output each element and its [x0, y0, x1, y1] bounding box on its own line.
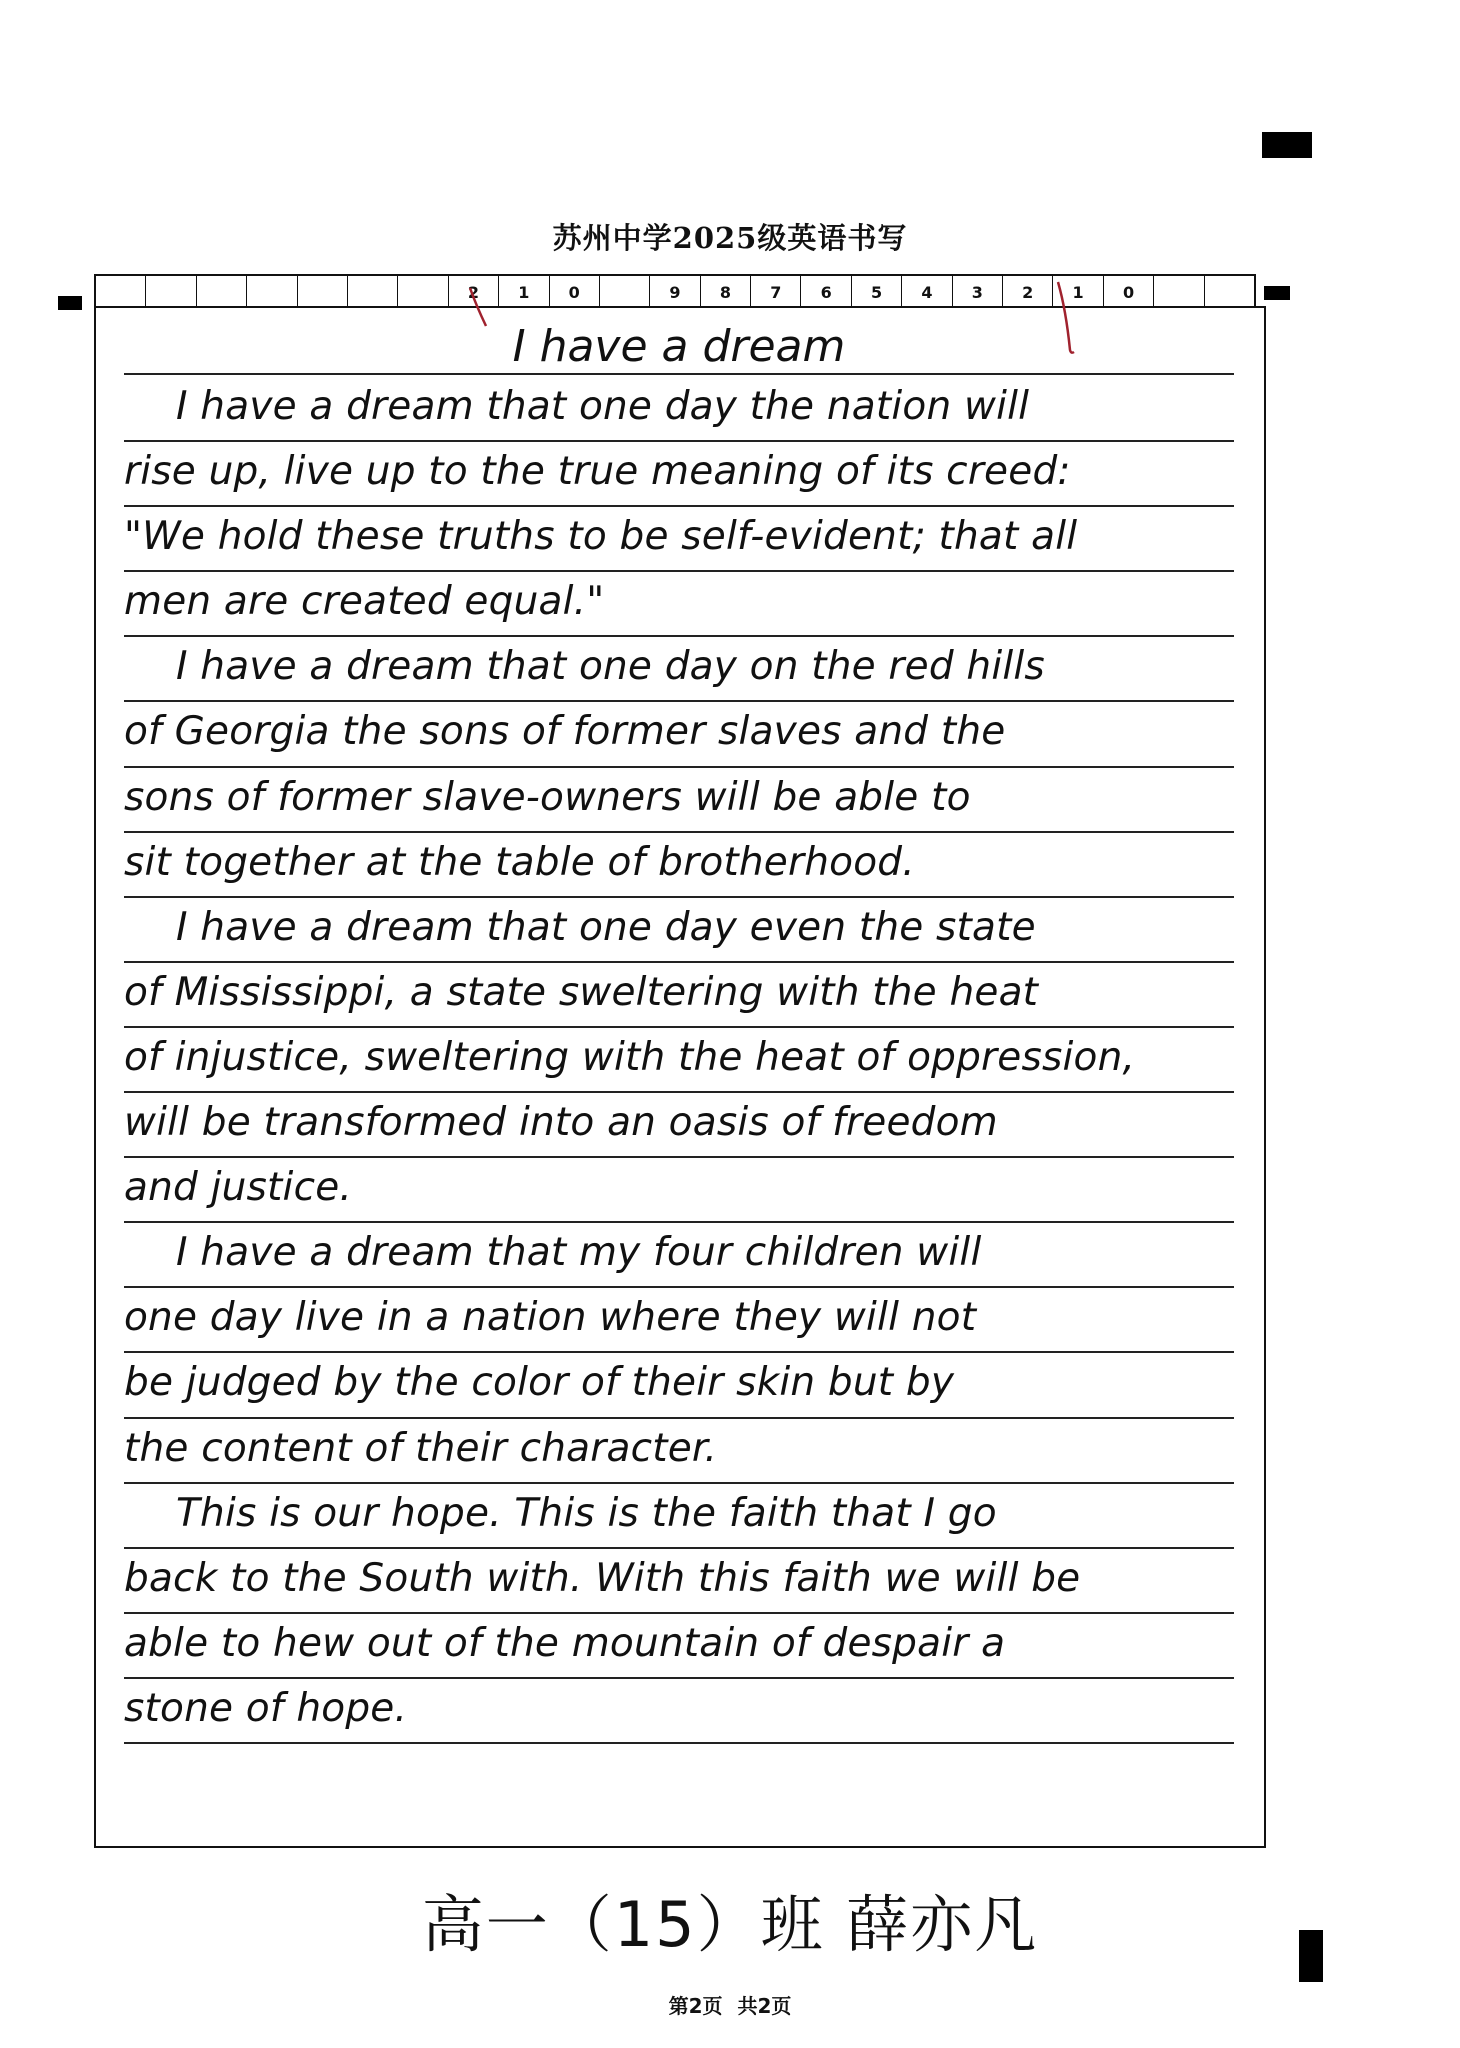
score-cell: 2: [449, 276, 499, 308]
score-cell: 7: [751, 276, 801, 308]
essay-line: of Mississippi, a state sweltering with the heat: [124, 963, 1234, 1028]
score-cell: 1: [499, 276, 549, 308]
score-cell: 0: [1104, 276, 1154, 308]
essay-line: will be transformed into an oasis of freedom: [124, 1093, 1234, 1158]
essay-line: I have a dream that one day on the red hills: [124, 637, 1234, 702]
essay-line: back to the South with. With this faith we will be: [124, 1549, 1234, 1614]
page-total: 共2页: [737, 1994, 792, 2018]
score-cell: 1: [1053, 276, 1103, 308]
essay-line: sons of former slave-owners will be able to: [124, 768, 1234, 833]
page-number: 第2页: [668, 1994, 723, 2018]
student-class-and-name: 高一（15）班 薛亦凡: [421, 1888, 1039, 1961]
essay-line: "We hold these truths to be self-evident; that all: [124, 507, 1234, 572]
essay-body: [124, 377, 1234, 1744]
score-cell: 8: [701, 276, 751, 308]
score-cell: 9: [650, 276, 700, 308]
essay-line: stone of hope.: [124, 1679, 1234, 1744]
grading-mark-icon: [0, 0, 1460, 400]
score-cell: 4: [902, 276, 952, 308]
essay-line: of injustice, sweltering with the heat of oppression,: [124, 1028, 1234, 1093]
essay-line: and justice.: [124, 1158, 1234, 1223]
page-footer: [0, 1990, 1460, 2019]
essay-title: I have a dream: [124, 325, 1234, 375]
essay-line: This is our hope. This is the faith that I go: [124, 1484, 1234, 1549]
score-cell: 3: [953, 276, 1003, 308]
essay-line: I have a dream that one day even the state: [124, 898, 1234, 963]
score-cell: 2: [1003, 276, 1053, 308]
score-cell: 5: [852, 276, 902, 308]
essay-line: be judged by the color of their skin but by: [124, 1353, 1234, 1418]
essay-line: sit together at the table of brotherhood.: [124, 833, 1234, 898]
essay-line: I have a dream that my four children will: [124, 1223, 1234, 1288]
essay-line: I have a dream that one day the nation will: [124, 377, 1234, 442]
essay-line: the content of their character.: [124, 1419, 1234, 1484]
sheet-title: 苏州中学2025级英语书写: [552, 221, 908, 255]
essay-line: of Georgia the sons of former slaves and the: [124, 702, 1234, 767]
score-cell: 0: [550, 276, 600, 308]
essay-line: rise up, live up to the true meaning of its creed:: [124, 442, 1234, 507]
essay-line: men are created equal.": [124, 572, 1234, 637]
essay-line: able to hew out of the mountain of despair a: [124, 1614, 1234, 1679]
essay-line: one day live in a nation where they will not: [124, 1288, 1234, 1353]
score-cell: 6: [801, 276, 851, 308]
